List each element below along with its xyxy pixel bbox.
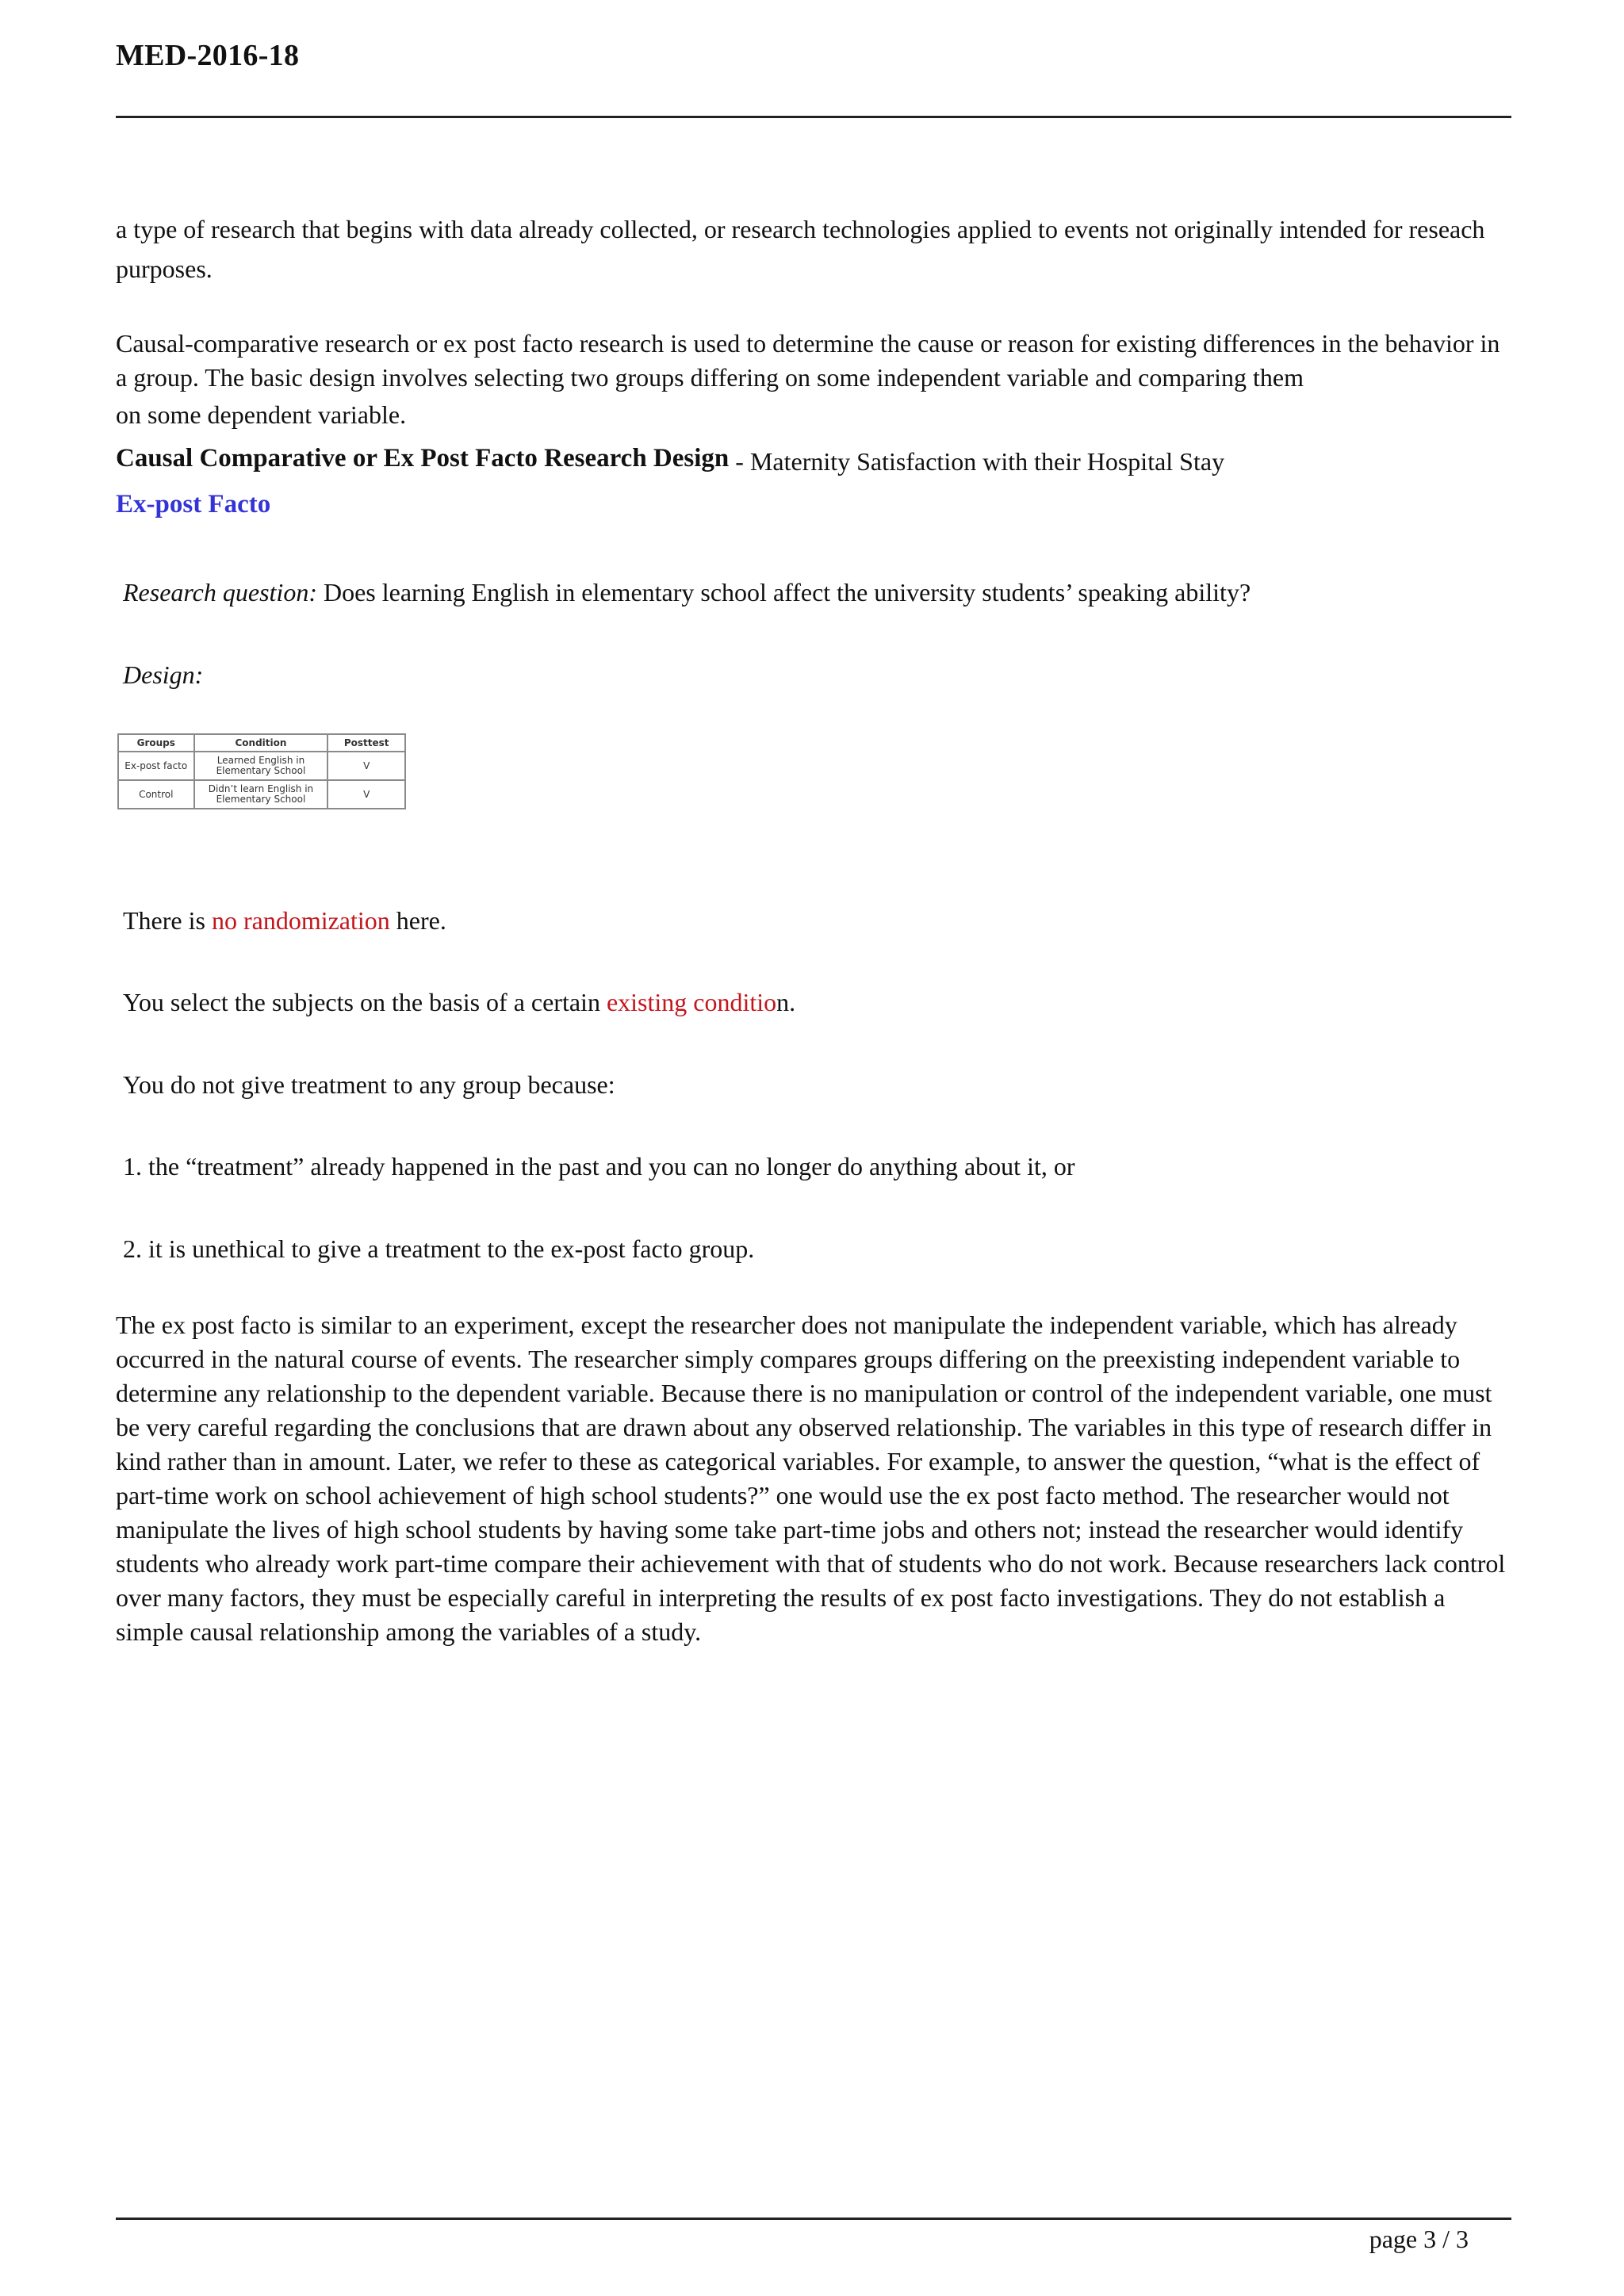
causal-comparative-paragraph (116, 327, 1511, 432)
design-label: Design: (123, 660, 204, 689)
cell-condition (194, 780, 328, 809)
select-pre: You select the subjects on the basis of a certain (123, 988, 607, 1016)
page-number: page 3 / 3 (1369, 2225, 1469, 2253)
table-row (118, 780, 405, 809)
reason-one: 1. the “treatment” already happened in the past and you can no longer do anything about it, or (123, 1152, 1075, 1181)
reason-two: 2. it is unethical to give a treatment to the ex-post facto group. (123, 1234, 755, 1263)
ex-post-facto-paragraph: The ex post facto is similar to an experiment, except the researcher does not manipulate the independent variable, which has already occurred in the natural course of events. The researcher simply compares groups differing on the preexisting independent variable to determine any relationship to the dependent variable. Because there is no manipulation or control of the independent variable, one must be very careful regarding the conclusions that are drawn about any observed relationship. The variables in this type of research differ in kind rather than in amount. Later, we refer to these as categorical variables. For example, to answer the question, “what is the effect of part-time work on school achievement of high school students?” one would use the ex post facto method. The researcher would not manipulate the lives of high school students by having some take part-time jobs and others not; instead the researcher would identify students who already work part-time compare their achievement with that of students who do not work. Because researchers lack control over many factors, they must be especially careful in interpreting the results of ex post facto investigations. They do not establish a simple causal relationship among the variables of a study. (116, 1311, 1506, 1646)
no-treatment-line: You do not give treatment to any group because: (123, 1070, 615, 1099)
header-divider (116, 116, 1511, 118)
causal-comparative-text-last: on some dependent variable. (116, 400, 407, 429)
select-subjects-line (123, 985, 1519, 1020)
intro-paragraph: a type of research that begins with data already collected, or research technologies applied to events not originally intended for reseach purposes. (116, 215, 1485, 283)
cell-group: Control (118, 780, 194, 809)
research-question-label: Research question: (123, 578, 317, 607)
cell-condition-line1: Learned English in (216, 755, 305, 766)
randomization-line (123, 904, 1519, 938)
ex-post-facto-heading: Ex-post Facto (116, 490, 271, 519)
cell-condition-line1: Didn’t learn English in (208, 783, 314, 794)
select-emphasis: existing conditio (606, 988, 777, 1016)
subheading-bold: Causal Comparative or Ex Post Facto Research Design (116, 444, 730, 473)
select-post: n. (776, 988, 796, 1016)
design-table (117, 733, 406, 809)
section-subheading (116, 441, 1511, 476)
subheading-rest: - Maternity Satisfaction with their Hospital Stay (729, 447, 1225, 476)
header-groups: Groups (118, 734, 194, 752)
cell-posttest: V (327, 752, 405, 780)
header-posttest: Posttest (327, 734, 405, 752)
research-question (123, 576, 1519, 610)
randomization-emphasis: no randomization (211, 906, 390, 935)
cell-posttest: V (327, 780, 405, 809)
header-condition: Condition (194, 734, 328, 752)
randomization-post: here. (389, 906, 446, 935)
footer-divider (116, 2218, 1511, 2220)
document-header-title: MED-2016-18 (116, 39, 300, 72)
table-row (118, 752, 405, 780)
causal-comparative-text: Causal-comparative research or ex post facto research is used to determine the cause or reason for existing differences in the behavior in a group. The basic design involves selecting two groups differing on some independent variable and comparing them (116, 329, 1500, 392)
cell-group: Ex-post facto (118, 752, 194, 780)
cell-condition-line2: Elementary School (216, 794, 306, 805)
randomization-pre: There is (123, 906, 212, 935)
research-question-text: Does learning English in elementary school affect the university students’ speaking ability? (316, 578, 1251, 607)
cell-condition (194, 752, 328, 780)
design-table-header-row (118, 734, 405, 752)
cell-condition-line2: Elementary School (216, 765, 306, 776)
